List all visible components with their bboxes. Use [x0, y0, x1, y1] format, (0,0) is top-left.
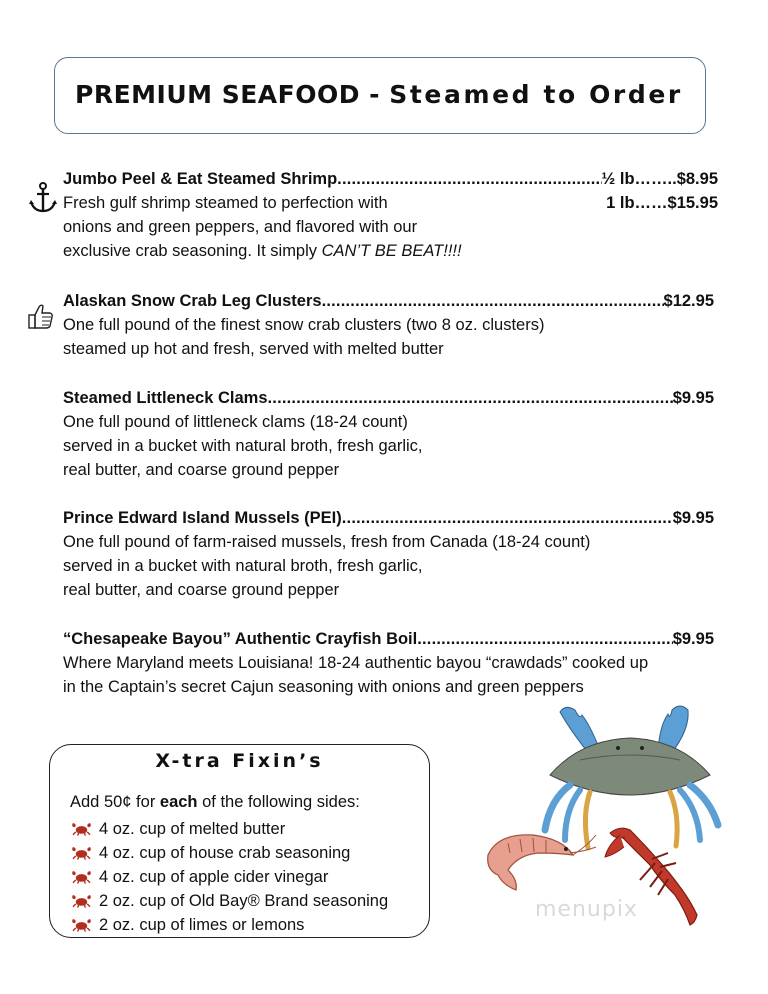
- title-box: [54, 57, 706, 134]
- item-price-alt: 1 lb……$15.95: [606, 194, 718, 212]
- item-description: One full pound of farm-raised mussels, fresh from Canada (18-24 count): [63, 533, 591, 551]
- crab-bullet-icon: [72, 870, 91, 884]
- item-description: served in a bucket with natural broth, fresh garlic,: [63, 437, 423, 455]
- item-heading: [63, 167, 718, 191]
- item-description: onions and green peppers, and flavored with our: [63, 218, 418, 236]
- item-price: $9.95: [672, 509, 714, 527]
- item-heading: [63, 506, 714, 530]
- shrimp-illustration: [478, 825, 598, 900]
- extra-fixins-box: [49, 744, 430, 938]
- item-row: [63, 191, 718, 215]
- crab-bullet-icon: [72, 822, 91, 836]
- dot-leader: [342, 506, 673, 530]
- item-description: Where Maryland meets Louisiana! 18-24 authentic bayou “crawdads” cooked up: [63, 654, 649, 672]
- item-description: One full pound of the finest snow crab clusters (two 8 oz. clusters): [63, 316, 545, 334]
- dot-leader-short: ……..: [634, 170, 677, 188]
- menu-item-snow-crab: [63, 289, 714, 361]
- item-description: served in a bucket with natural broth, fresh garlic,: [63, 557, 423, 575]
- item-heading: [63, 627, 714, 651]
- item-name: Prince Edward Island Mussels (PEI): [63, 509, 342, 527]
- crab-bullet-icon: [72, 894, 91, 908]
- fixins-intro: Add 50¢ for each of the following sides:: [70, 793, 360, 811]
- list-item: 4 oz. cup of house crab seasoning: [72, 841, 388, 865]
- fixins-title: X-tra Fixin’s: [155, 750, 324, 772]
- item-price: $8.95: [676, 170, 718, 188]
- item-price: $9.95: [672, 630, 714, 648]
- item-description: steamed up hot and fresh, served with melted butter: [63, 340, 444, 358]
- item-portion: ½ lb: [601, 170, 635, 188]
- dot-leader: [337, 167, 601, 191]
- fixins-list: [72, 817, 388, 937]
- crab-bullet-icon: [72, 918, 91, 932]
- item-heading: [63, 386, 714, 410]
- item-name: “Chesapeake Bayou” Authentic Crayfish Boil: [63, 630, 418, 648]
- watermark: menupix: [535, 897, 638, 922]
- item-name: Alaskan Snow Crab Leg Clusters: [63, 292, 322, 310]
- menu-item-clams: [63, 386, 714, 482]
- dot-leader: [322, 289, 664, 313]
- crab-bullet-icon: [72, 846, 91, 860]
- dot-leader: [268, 386, 673, 410]
- item-description: real butter, and coarse ground pepper: [63, 461, 340, 479]
- thumbs-up-icon: [27, 302, 55, 330]
- list-item: 4 oz. cup of melted butter: [72, 817, 388, 841]
- menu-item-shrimp: [63, 167, 718, 263]
- item-description: One full pound of littleneck clams (18-24 count): [63, 413, 408, 431]
- list-item: 2 oz. cup of limes or lemons: [72, 913, 388, 937]
- anchor-icon: [28, 182, 58, 214]
- item-price: $9.95: [672, 389, 714, 407]
- item-description: exclusive crab seasoning. It simply CAN’T BE BEAT!!!!: [63, 242, 462, 260]
- item-description: real butter, and coarse ground pepper: [63, 581, 340, 599]
- item-price: $12.95: [663, 292, 714, 310]
- dot-leader: [417, 627, 672, 651]
- list-item: 2 oz. cup of Old Bay® Brand seasoning: [72, 889, 388, 913]
- list-item: 4 oz. cup of apple cider vinegar: [72, 865, 388, 889]
- item-description: Fresh gulf shrimp steamed to perfection with: [63, 194, 388, 212]
- item-heading: [63, 289, 714, 313]
- item-name: Steamed Littleneck Clams: [63, 389, 268, 407]
- menu-item-mussels: [63, 506, 714, 602]
- page-title: PREMIUM SEAFOOD - Steamed to Order: [75, 80, 683, 109]
- item-description: in the Captain’s secret Cajun seasoning with onions and green peppers: [63, 678, 584, 696]
- item-name: Jumbo Peel & Eat Steamed Shrimp: [63, 170, 338, 188]
- menu-item-crayfish: [63, 627, 714, 699]
